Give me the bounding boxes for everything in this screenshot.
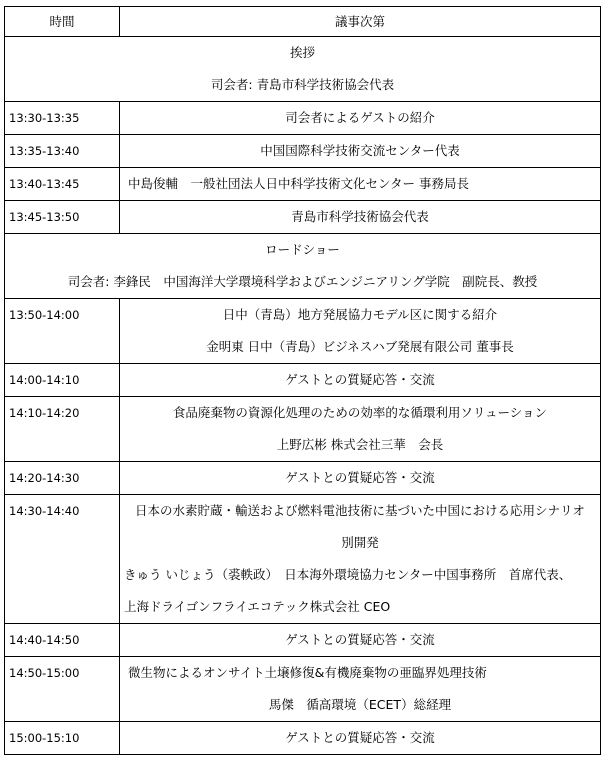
row-speaker: 金明東 日中（青島）ビジネスハブ発展有限公司 董事長 [206, 339, 514, 354]
row-text: ゲストとの質疑応答・交流 [285, 730, 435, 745]
section-roadshow [5, 234, 601, 299]
table-row [5, 102, 601, 135]
table-row [5, 299, 601, 364]
row-time: 14:20-14:30 [9, 471, 80, 485]
header-agenda: 議事次第 [120, 7, 601, 37]
table-row [5, 624, 601, 657]
row-topic: 日本の水素貯蔵・輸送および燃料電池技術に基づいた中国における応用シナリオ [135, 503, 585, 518]
row-text: ゲストとの質疑応答・交流 [285, 470, 435, 485]
row-time: 14:30-14:40 [9, 504, 80, 518]
table-header-row [5, 7, 601, 37]
section-greeting [5, 37, 601, 102]
table-row [5, 495, 601, 624]
row-time: 14:50-15:00 [9, 666, 80, 680]
section-mc: 司会者: 李鋒民 中国海洋大学環境科学およびエンジニアリング学院 副院長、教授 [67, 274, 538, 289]
section-title: 挨拶 [289, 45, 315, 60]
row-speaker: 馬傑 循高環境（ECET）総経理 [268, 697, 452, 712]
row-time: 14:00-14:10 [9, 373, 80, 387]
row-topic: 日中（青島）地方発展協力モデル区に関する紹介 [222, 307, 498, 322]
row-topic: 微生物によるオンサイト土壌修復&有機廃棄物の亜臨界処理技術 [128, 665, 487, 680]
row-time: 13:35-13:40 [9, 144, 80, 158]
section-title: ロードショー [265, 242, 340, 257]
row-time: 13:50-14:00 [9, 308, 80, 322]
row-text: ゲストとの質疑応答・交流 [285, 632, 435, 647]
header-time: 時間 [5, 7, 120, 37]
row-speaker: きゅう いじょう（裘軼政） 日本海外環境協力センター中国事務所 首席代表、 [124, 567, 572, 582]
section-mc: 司会者: 青島市科学技術協会代表 [210, 77, 395, 92]
table-row [5, 201, 601, 234]
table-row [5, 168, 601, 201]
table-row [5, 462, 601, 495]
row-text: 青島市科学技術協会代表 [291, 209, 429, 224]
row-time: 13:45-13:50 [9, 210, 80, 224]
row-speaker: 上野広彬 株式会社三華 会長 [276, 437, 444, 452]
row-time: 13:30-13:35 [9, 111, 80, 125]
table-row [5, 135, 601, 168]
row-text: 中島俊輔 一般社団法人日中科学技術文化センター 事務局長 [128, 176, 469, 191]
row-time: 15:00-15:10 [9, 731, 80, 745]
row-text: 司会者によるゲストの紹介 [285, 110, 435, 125]
row-text: 中国国際科学技術交流センター代表 [260, 143, 460, 158]
table-row [5, 364, 601, 397]
table-row [5, 722, 601, 755]
row-topic: 食品廃棄物の資源化処理のための効率的な循環利用ソリューション [172, 405, 548, 420]
agenda-table [4, 6, 601, 755]
row-time: 13:40-13:45 [9, 177, 80, 191]
table-row [5, 397, 601, 462]
row-text: ゲストとの質疑応答・交流 [285, 372, 435, 387]
table-row [5, 657, 601, 722]
row-speaker-cont: 上海ドライゴンフライエコテック株式会社 CEO [124, 599, 391, 614]
row-topic-cont: 別開発 [341, 535, 379, 550]
row-time: 14:40-14:50 [9, 633, 80, 647]
row-time: 14:10-14:20 [9, 406, 80, 420]
